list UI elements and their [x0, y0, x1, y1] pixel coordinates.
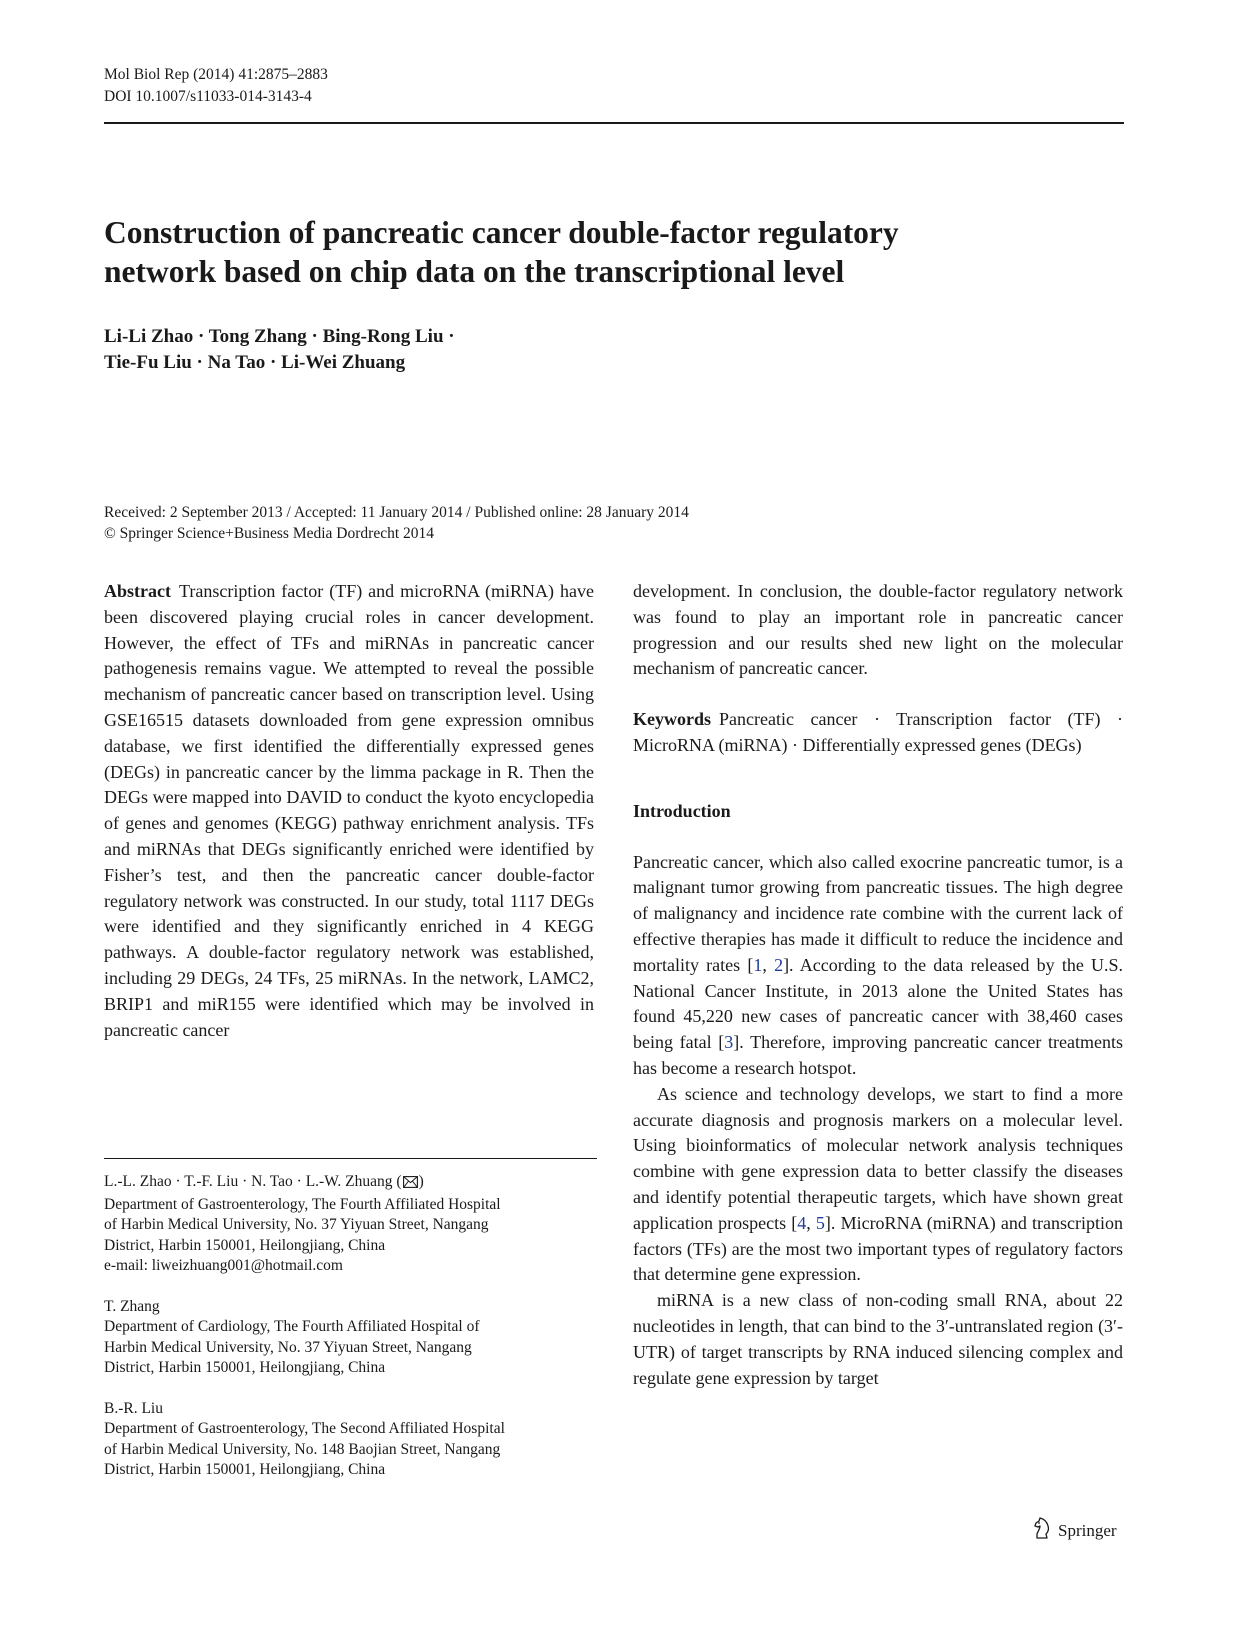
left-column — [104, 579, 594, 1043]
affiliation-2 — [104, 1297, 597, 1379]
right-column — [633, 579, 1123, 1391]
affiliation-line: Department of Cardiology, The Fourth Affiliated Hospital of — [104, 1318, 480, 1335]
authors-line-1: Li-Li Zhao · Tong Zhang · Bing-Rong Liu · — [104, 326, 455, 347]
affiliation-line: Department of Gastroenterology, The Second Affiliated Hospital — [104, 1420, 505, 1437]
affiliation-names: B.-R. Liu — [104, 1399, 163, 1417]
citation-5[interactable]: 5 — [815, 1212, 825, 1233]
citation-2[interactable]: 2 — [774, 954, 784, 975]
citation-separator: , — [806, 1212, 816, 1233]
abstract-text: Transcription factor (TF) and microRNA (miRNA) have been discovered playing crucial roles in cancer development. However, the effect of TFs and miRNAs in pancreatic cancer pathogenesis remains vague. We attempted to reveal the possible mechanism of pancreatic cancer based on transcription level. Using GSE16515 datasets downloaded from gene expression omnibus database, we first identified the differentially expressed genes (DEGs) in pancreatic cancer by the limma package in R. Then the DEGs were mapped into DAVID to conduct the kyoto encyclopedia of genes and genomes (KEGG) pathway enrichment analysis. TFs and miRNAs that DEGs significantly enriched were identified by Fisher’s test, and then the pancreatic cancer double-factor regulatory network was constructed. In our study, total 1117 DEGs were identified and they significantly enriched in 4 KEGG pathways. A double-factor regulatory network was established, including 29 DEGs, 24 TFs, 25 miRNAs. In the network, LAMC2, BRIP1 and miR155 were identified which may be involved in pancreatic cancer — [104, 581, 594, 1040]
history-dates: Received: 2 September 2013 / Accepted: 11 January 2014 / Published online: 28 January 2014 — [104, 504, 689, 521]
keywords — [633, 707, 1123, 759]
affiliation-names: L.-L. Zhao · T.-F. Liu · N. Tao · L.-W. Zhuang ( ) — [104, 1172, 597, 1195]
introduction-heading: Introduction — [633, 800, 731, 821]
authors-line-2: Tie-Fu Liu · Na Tao · Li-Wei Zhuang — [104, 352, 406, 373]
citation-1[interactable]: 1 — [753, 954, 763, 975]
journal-info — [104, 64, 328, 108]
affiliation-line: of Harbin Medical University, No. 37 Yiyuan Street, Nangang — [104, 1216, 489, 1233]
author-list — [104, 324, 455, 376]
keywords-label: Keywords — [633, 709, 711, 730]
affiliations — [104, 1172, 597, 1501]
email-link[interactable]: e-mail: liweizhuang001@hotmail.com — [104, 1257, 343, 1274]
affiliation-line: District, Harbin 150001, Heilongjiang, China — [104, 1461, 386, 1478]
publisher-name: Springer — [1058, 1521, 1117, 1540]
affiliation-line: Department of Gastroenterology, The Fourth Affiliated Hospital — [104, 1195, 501, 1213]
intro-p2-text-b: ]. MicroRNA (miRNA) and transcription factors (TFs) are the most two important types of regulatory factors that determine gene expression. — [633, 1212, 1123, 1285]
citation-separator: , — [762, 954, 775, 975]
doi[interactable]: DOI 10.1007/s11033-014-3143-4 — [104, 88, 312, 105]
intro-paragraph-2 — [633, 1082, 1123, 1288]
citation-3[interactable]: 3 — [724, 1032, 734, 1053]
intro-paragraph-1 — [633, 850, 1123, 1082]
abstract-continuation: development. In conclusion, the double-factor regulatory network was found to play an important role in pancreatic cancer progression and our results shed new light on the molecular mechanism of pancreatic cancer. — [633, 581, 1123, 679]
journal-citation: Mol Biol Rep (2014) 41:2875–2883 — [104, 66, 328, 83]
publisher-logo — [1032, 1517, 1117, 1545]
springer-knight-icon — [1032, 1517, 1052, 1545]
paper-title — [104, 213, 1104, 291]
title-line-1: Construction of pancreatic cancer double-factor regulatory — [104, 215, 899, 250]
keywords-text: Pancreatic cancer · Transcription factor (TF) · MicroRNA (miRNA) · Differentially expressed genes (DEGs) — [633, 709, 1123, 755]
intro-paragraph-3: miRNA is a new class of non-coding small RNA, about 22 nucleotides in length, that can bind to the 3′-untranslated region (3′-UTR) of target transcripts by RNA induced silencing complex and regulate gene expression by target — [633, 1290, 1123, 1388]
intro-p2-text-a: As science and technology develops, we start to find a more accurate diagnosis and prognosis markers on a molecular level. Using bioinformatics of molecular network analysis techniques combine with gene expression data to better classify the diseases and identify potential therapeutic targets, which have shown great application prospects [ — [633, 1083, 1123, 1233]
abstract-paragraph — [104, 579, 594, 1043]
intro-p1-text-b: ]. According to the data released by the U.S. National Cancer Institute, in 2013 alone the United States has found 45,220 new cases of pancreatic cancer with 38,460 cases being fatal [ — [633, 954, 1124, 1053]
affiliation-line: of Harbin Medical University, No. 148 Baojian Street, Nangang — [104, 1440, 501, 1458]
copyright: © Springer Science+Business Media Dordrecht 2014 — [104, 525, 435, 542]
footnote-rule — [104, 1158, 597, 1159]
affiliation-line: District, Harbin 150001, Heilongjiang, China — [104, 1236, 386, 1254]
title-line-2: network based on chip data on the transcriptional level — [104, 254, 845, 289]
affiliation-line: Harbin Medical University, No. 37 Yiyuan Street, Nangang — [104, 1338, 472, 1356]
envelope-icon — [403, 1174, 418, 1195]
affiliation-names: T. Zhang — [104, 1297, 160, 1315]
citation-4[interactable]: 4 — [797, 1212, 807, 1233]
header-rule — [104, 122, 1124, 124]
intro-p1-text-c: ]. Therefore, improving pancreatic cancer treatments has become a research hotspot. — [633, 1032, 1123, 1078]
publication-dates — [104, 502, 689, 544]
abstract-label: Abstract — [104, 581, 171, 601]
intro-p1-text-a: Pancreatic cancer, which also called exocrine pancreatic tumor, is a malignant tumor growing from pancreatic tissues. The high degree of malignancy and incidence rate combine with the current lack of effective therapies has made it difficult to reduce the incidence and mortality rates [ — [633, 851, 1123, 975]
affiliation-3 — [104, 1399, 597, 1481]
affiliation-1 — [104, 1172, 597, 1277]
affiliation-line: District, Harbin 150001, Heilongjiang, China — [104, 1359, 386, 1376]
